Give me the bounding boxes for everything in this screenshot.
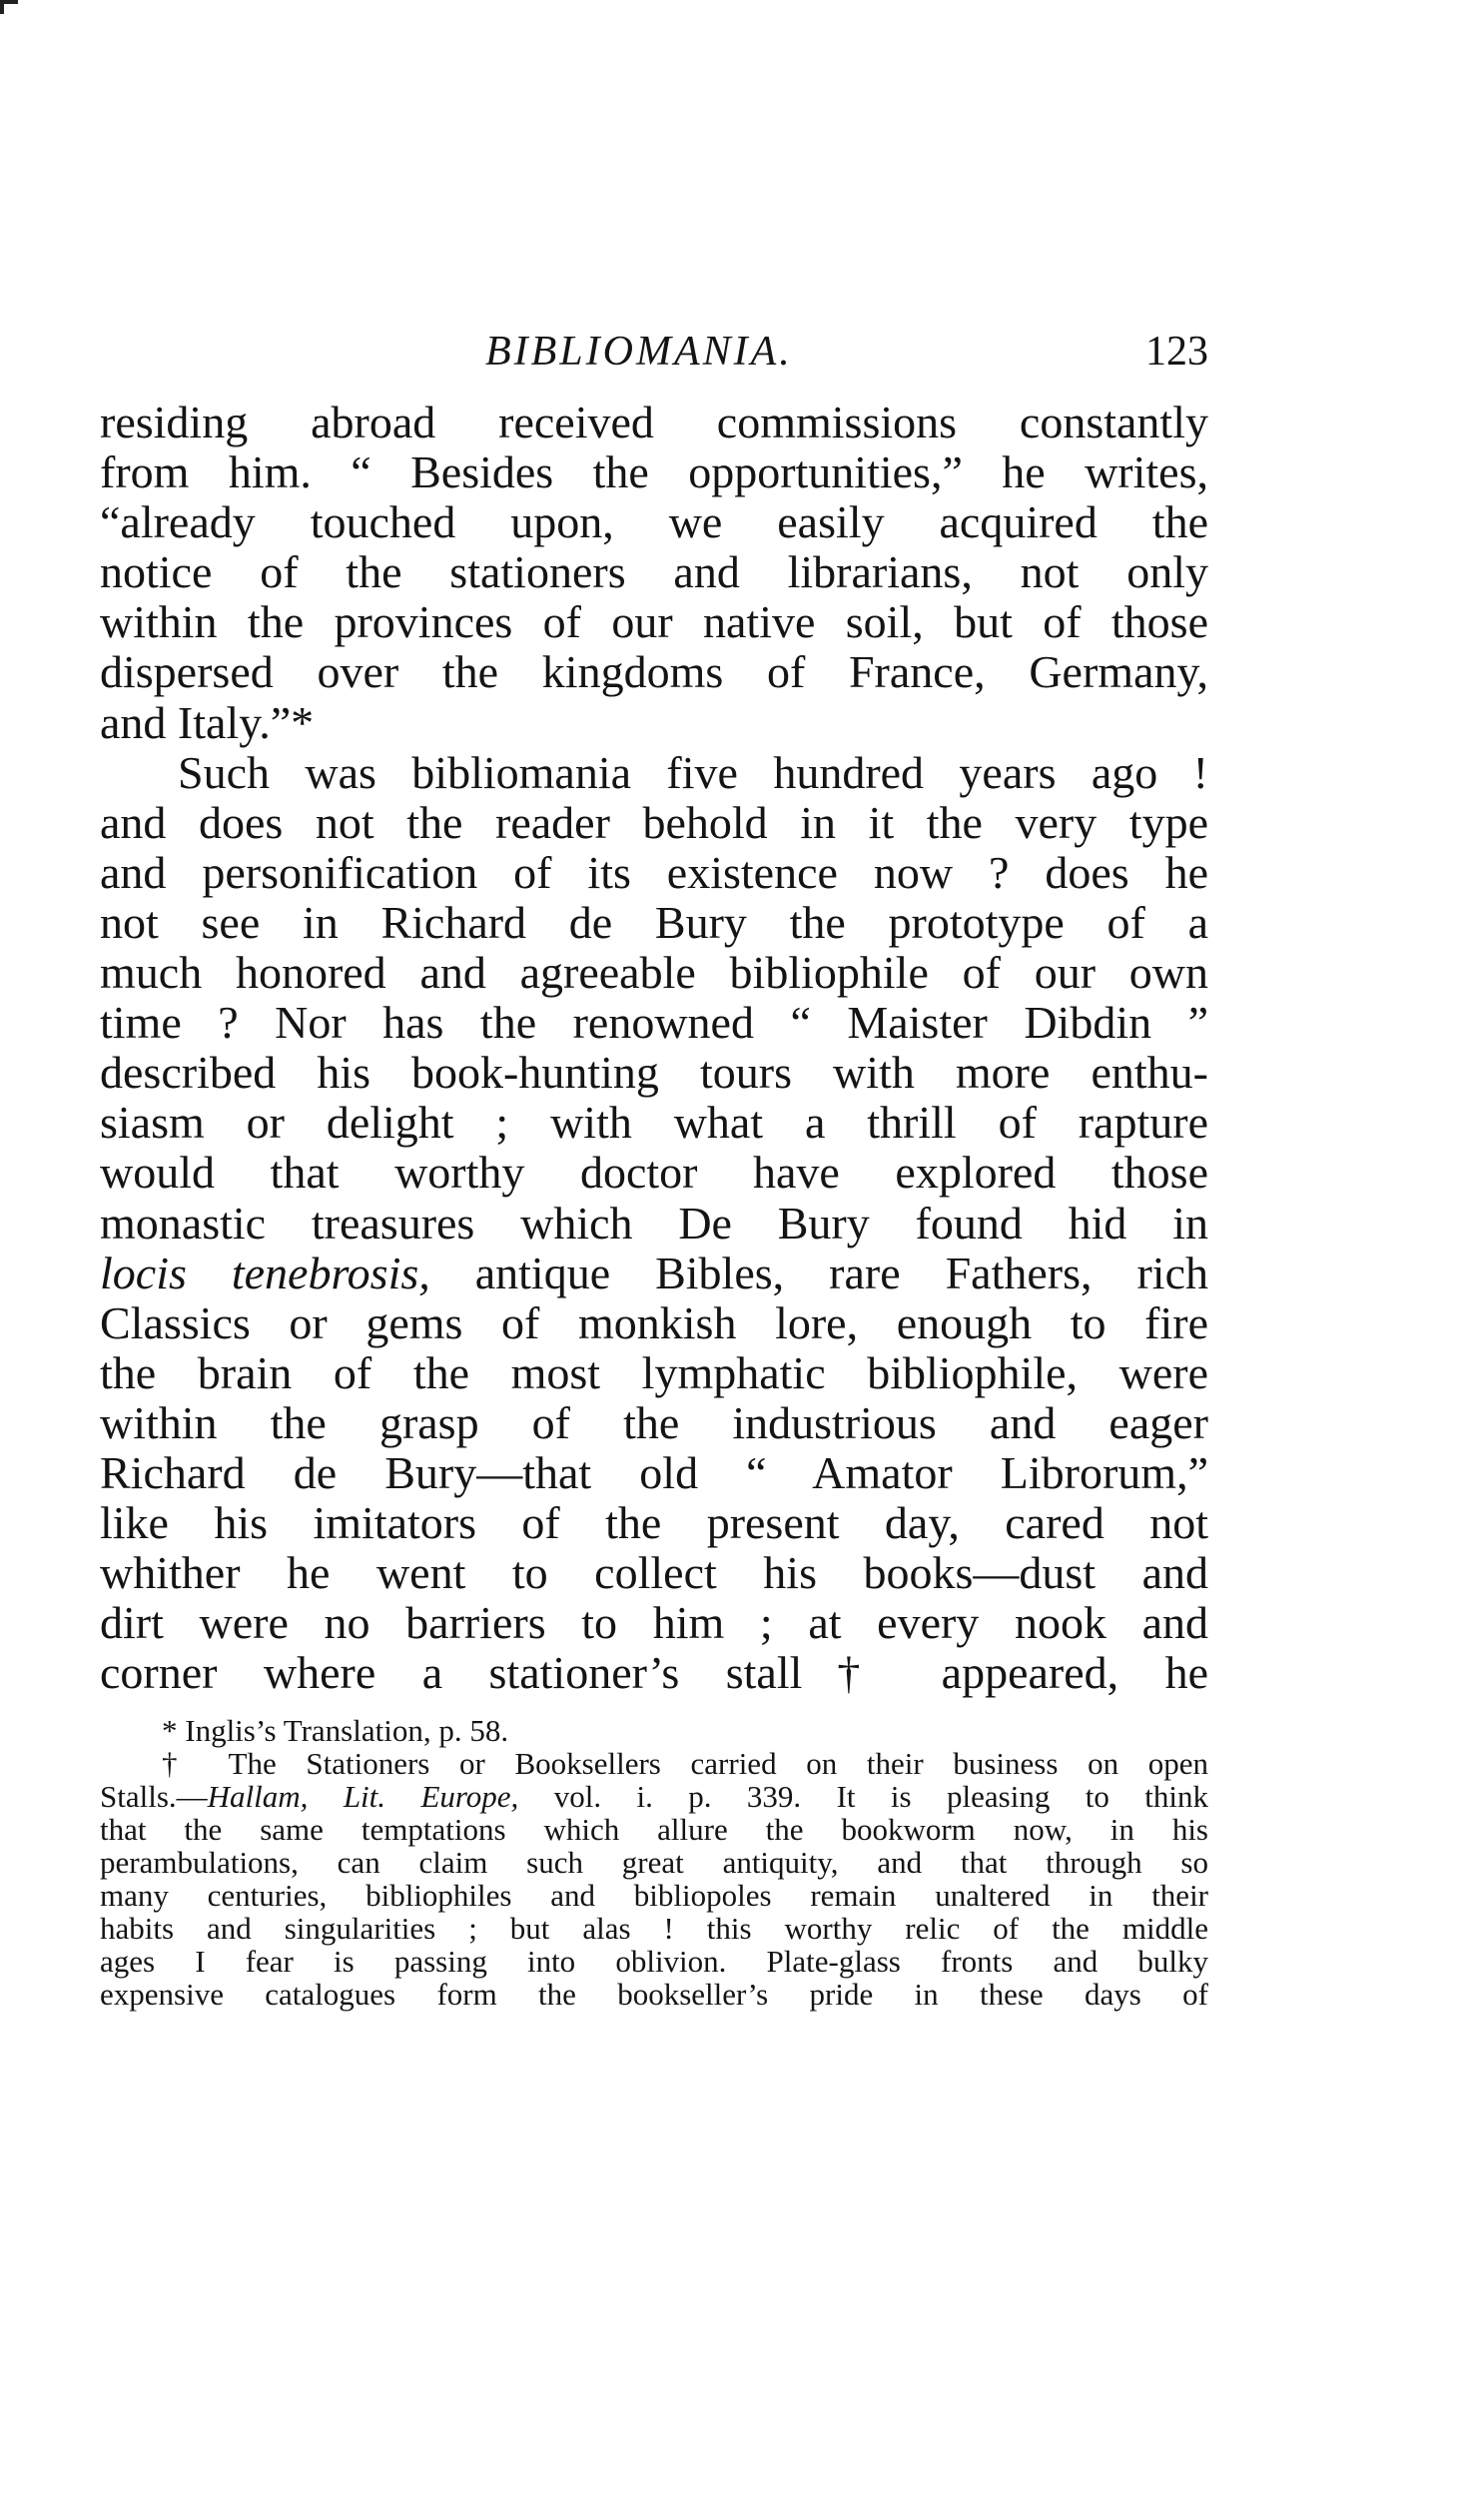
footnote-line: ages I fear is passing into oblivion. Plate-glass fronts and bulky xyxy=(100,1944,1208,1979)
italic-phrase: locis tenebrosis, xyxy=(100,1247,430,1298)
page-number: 123 xyxy=(1145,329,1208,375)
text-line: monastic treasures which De Bury found hid in xyxy=(100,1197,1208,1249)
text-line: “already touched upon, we easily acquired the xyxy=(100,496,1208,548)
text-line: and personification of its existence now ? does he xyxy=(100,846,1208,898)
text-line: much honored and agreeable bibliophile of our own xyxy=(100,947,1208,999)
running-title: BIBLIOMANIA. xyxy=(485,329,793,375)
text-line: not see in Richard de Bury the prototype of a xyxy=(100,896,1208,948)
text-run: vol. i. p. 339. It is pleasing to think xyxy=(518,1779,1208,1814)
text-line: the brain of the most lymphatic bibliophile, were xyxy=(100,1346,1208,1398)
text-line: Richard de Bury—that old “ Amator Librorum,” xyxy=(100,1446,1208,1498)
footnote-dagger-line: † The Stationers or Booksellers carried on their business on open xyxy=(162,1746,1208,1781)
running-head xyxy=(100,322,1208,382)
text-line: Classics or gems of monkish lore, enough to fire xyxy=(100,1296,1208,1348)
text-line: within the grasp of the industrious and eager xyxy=(100,1396,1208,1448)
scan-corner-mark-vertical xyxy=(0,0,4,14)
footnote-line: expensive catalogues form the bookseller’s pride in these days of xyxy=(100,1977,1208,2012)
text-line: corner where a stationer’s stall† appeared, he xyxy=(100,1647,1208,1699)
body-text xyxy=(100,398,1208,1698)
text-run: Stalls.— xyxy=(100,1779,208,1814)
text-line: and does not the reader behold in it the very type xyxy=(100,796,1208,848)
footnote-asterisk: * Inglis’s Translation, p. 58. xyxy=(162,1713,509,1748)
footnote-line: perambulations, can claim such great antiquity, and that through so xyxy=(100,1845,1208,1880)
text-line: dispersed over the kingdoms of France, Germany, xyxy=(100,646,1208,698)
text-line: dirt were no barriers to him ; at every nook and xyxy=(100,1597,1208,1649)
footnote-citation-line xyxy=(100,1780,1208,1813)
text-line: within the provinces of our native soil, but of those xyxy=(100,596,1208,648)
footnote-line: that the same temptations which allure the bookworm now, in his xyxy=(100,1812,1208,1847)
text-line: and Italy.”* xyxy=(100,696,315,748)
text-line: like his imitators of the present day, cared not xyxy=(100,1497,1208,1549)
text-line: would that worthy doctor have explored those xyxy=(100,1147,1208,1199)
text-line: notice of the stationers and librarians, not only xyxy=(100,546,1208,598)
text-line: whither he went to collect his books—dust and xyxy=(100,1547,1208,1599)
text-line-with-italic xyxy=(100,1249,1208,1298)
text-line: from him. “ Besides the opportunities,” he writes, xyxy=(100,446,1208,498)
text-line: residing abroad received commissions constantly xyxy=(100,397,1208,447)
text-line: time ? Nor has the renowned “ Maister Dibdin ” xyxy=(100,997,1208,1049)
footnote-line: many centuries, bibliophiles and bibliopoles remain unaltered in their xyxy=(100,1878,1208,1913)
citation-italic: Hallam, Lit. Europe, xyxy=(207,1779,519,1814)
text-line-paragraph-start: Such was bibliomania five hundred years ago ! xyxy=(178,746,1208,798)
text-line: siasm or delight ; with what a thrill of rapture xyxy=(100,1097,1208,1149)
footnote-line: habits and singularities ; but alas ! this worthy relic of the middle xyxy=(100,1911,1208,1946)
text-run: antique Bibles, rare Fathers, rich xyxy=(429,1247,1208,1298)
text-line: described his book-hunting tours with more enthu- xyxy=(100,1047,1208,1099)
footnotes xyxy=(100,1714,1208,2011)
